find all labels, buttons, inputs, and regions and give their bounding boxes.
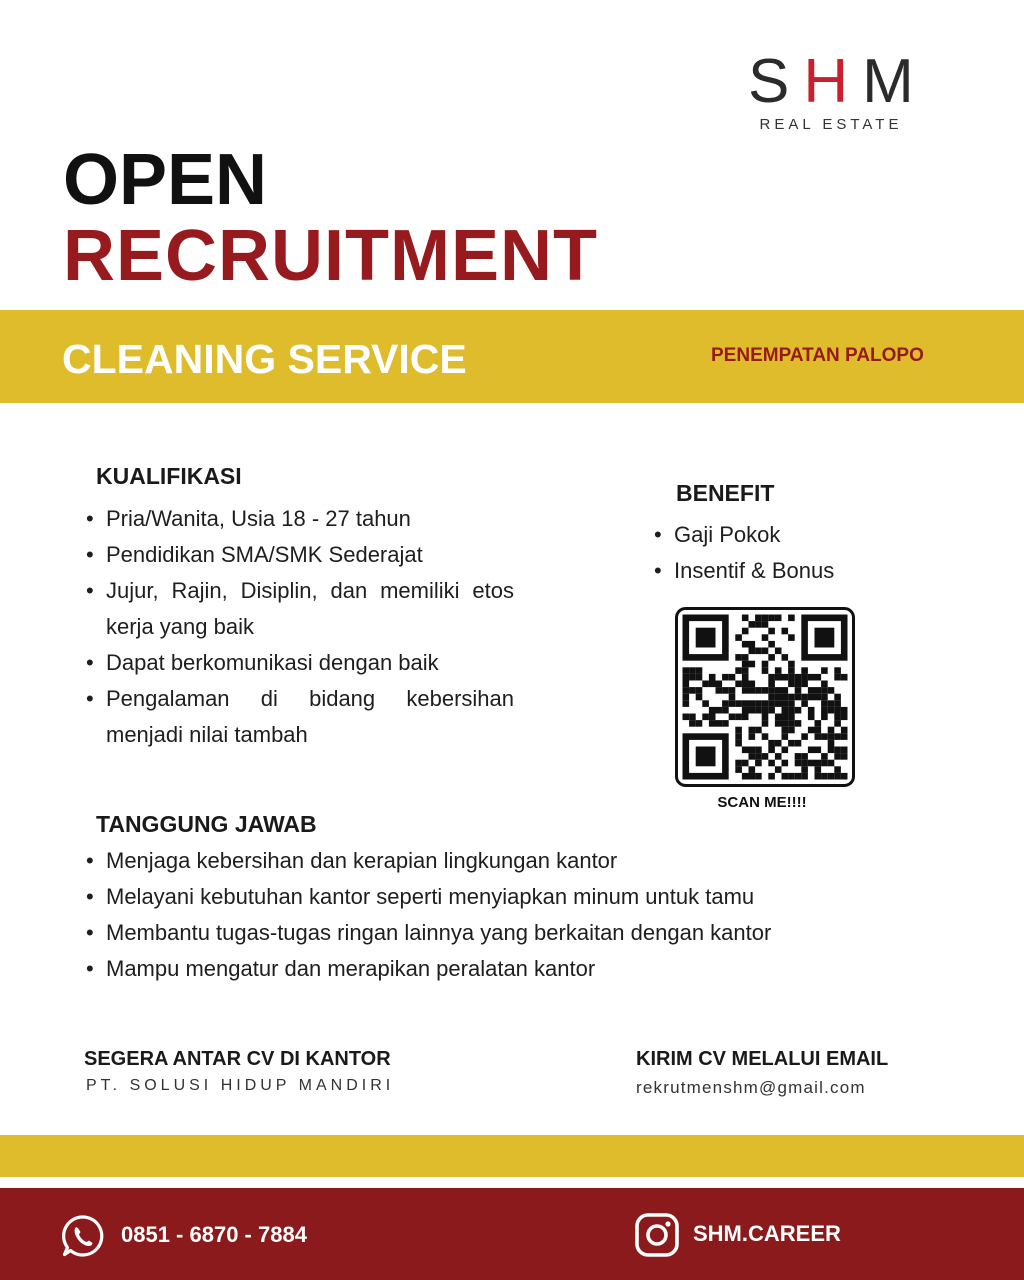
logo-letter-m: M [862, 47, 928, 116]
list-item: • Pendidikan SMA/SMK Sederajat [84, 537, 514, 573]
list-item: • Mampu mengatur dan merapikan peralatan kantor [84, 951, 984, 987]
list-item: • Melayani kebutuhan kantor seperti menyiapkan minum untuk tamu [84, 879, 984, 915]
logo-letter-h: H [803, 47, 863, 116]
list-item: • Pengalaman di bidang kebersihan menjadi nilai tambah [84, 681, 514, 753]
logo-mark [738, 47, 928, 116]
list-item: • Pria/Wanita, Usia 18 - 27 tahun [84, 501, 514, 537]
apply-office-heading: SEGERA ANTAR CV DI KANTOR [84, 1048, 391, 1070]
responsibilities-list [84, 843, 984, 987]
position-title: CLEANING SERVICE [62, 336, 467, 382]
whatsapp-icon [61, 1214, 105, 1258]
list-item: • Insentif & Bonus [652, 553, 892, 589]
email-link[interactable]: rekrutmenshm@gmail.com [636, 1078, 866, 1097]
brand-logo [738, 47, 928, 133]
logo-letter-s: S [748, 47, 804, 116]
qr-code[interactable] [675, 607, 855, 787]
qualifications-heading: KUALIFIKASI [96, 463, 242, 489]
qualifications-list [84, 501, 514, 753]
instagram-icon [634, 1212, 680, 1258]
headline-recruitment: RECRUITMENT [63, 216, 598, 296]
list-item: • Gaji Pokok [652, 517, 892, 553]
list-item: • Membantu tugas-tugas ringan lainnya yang berkaitan dengan kantor [84, 915, 984, 951]
phone-number[interactable]: 0851 - 6870 - 7884 [121, 1222, 307, 1247]
headline-open: OPEN [63, 140, 268, 220]
benefit-list [652, 517, 892, 589]
benefit-heading: BENEFIT [676, 480, 775, 506]
list-item: • Jujur, Rajin, Disiplin, dan memiliki etos kerja yang baik [84, 573, 514, 645]
list-item: • Menjaga kebersihan dan kerapian lingkungan kantor [84, 843, 984, 879]
qr-caption: SCAN ME!!!! [717, 794, 807, 811]
apply-email-heading: KIRIM CV MELALUI EMAIL [636, 1048, 889, 1070]
placement-label: PENEMPATAN PALOPO [711, 345, 924, 366]
instagram-handle[interactable]: SHM.CAREER [693, 1221, 841, 1246]
footer-accent-band [0, 1135, 1024, 1177]
logo-subtitle: REAL ESTATE [759, 116, 903, 133]
company-name: PT. SOLUSI HIDUP MANDIRI [86, 1077, 395, 1094]
list-item: • Dapat berkomunikasi dengan baik [84, 645, 514, 681]
responsibilities-heading: TANGGUNG JAWAB [96, 811, 317, 837]
